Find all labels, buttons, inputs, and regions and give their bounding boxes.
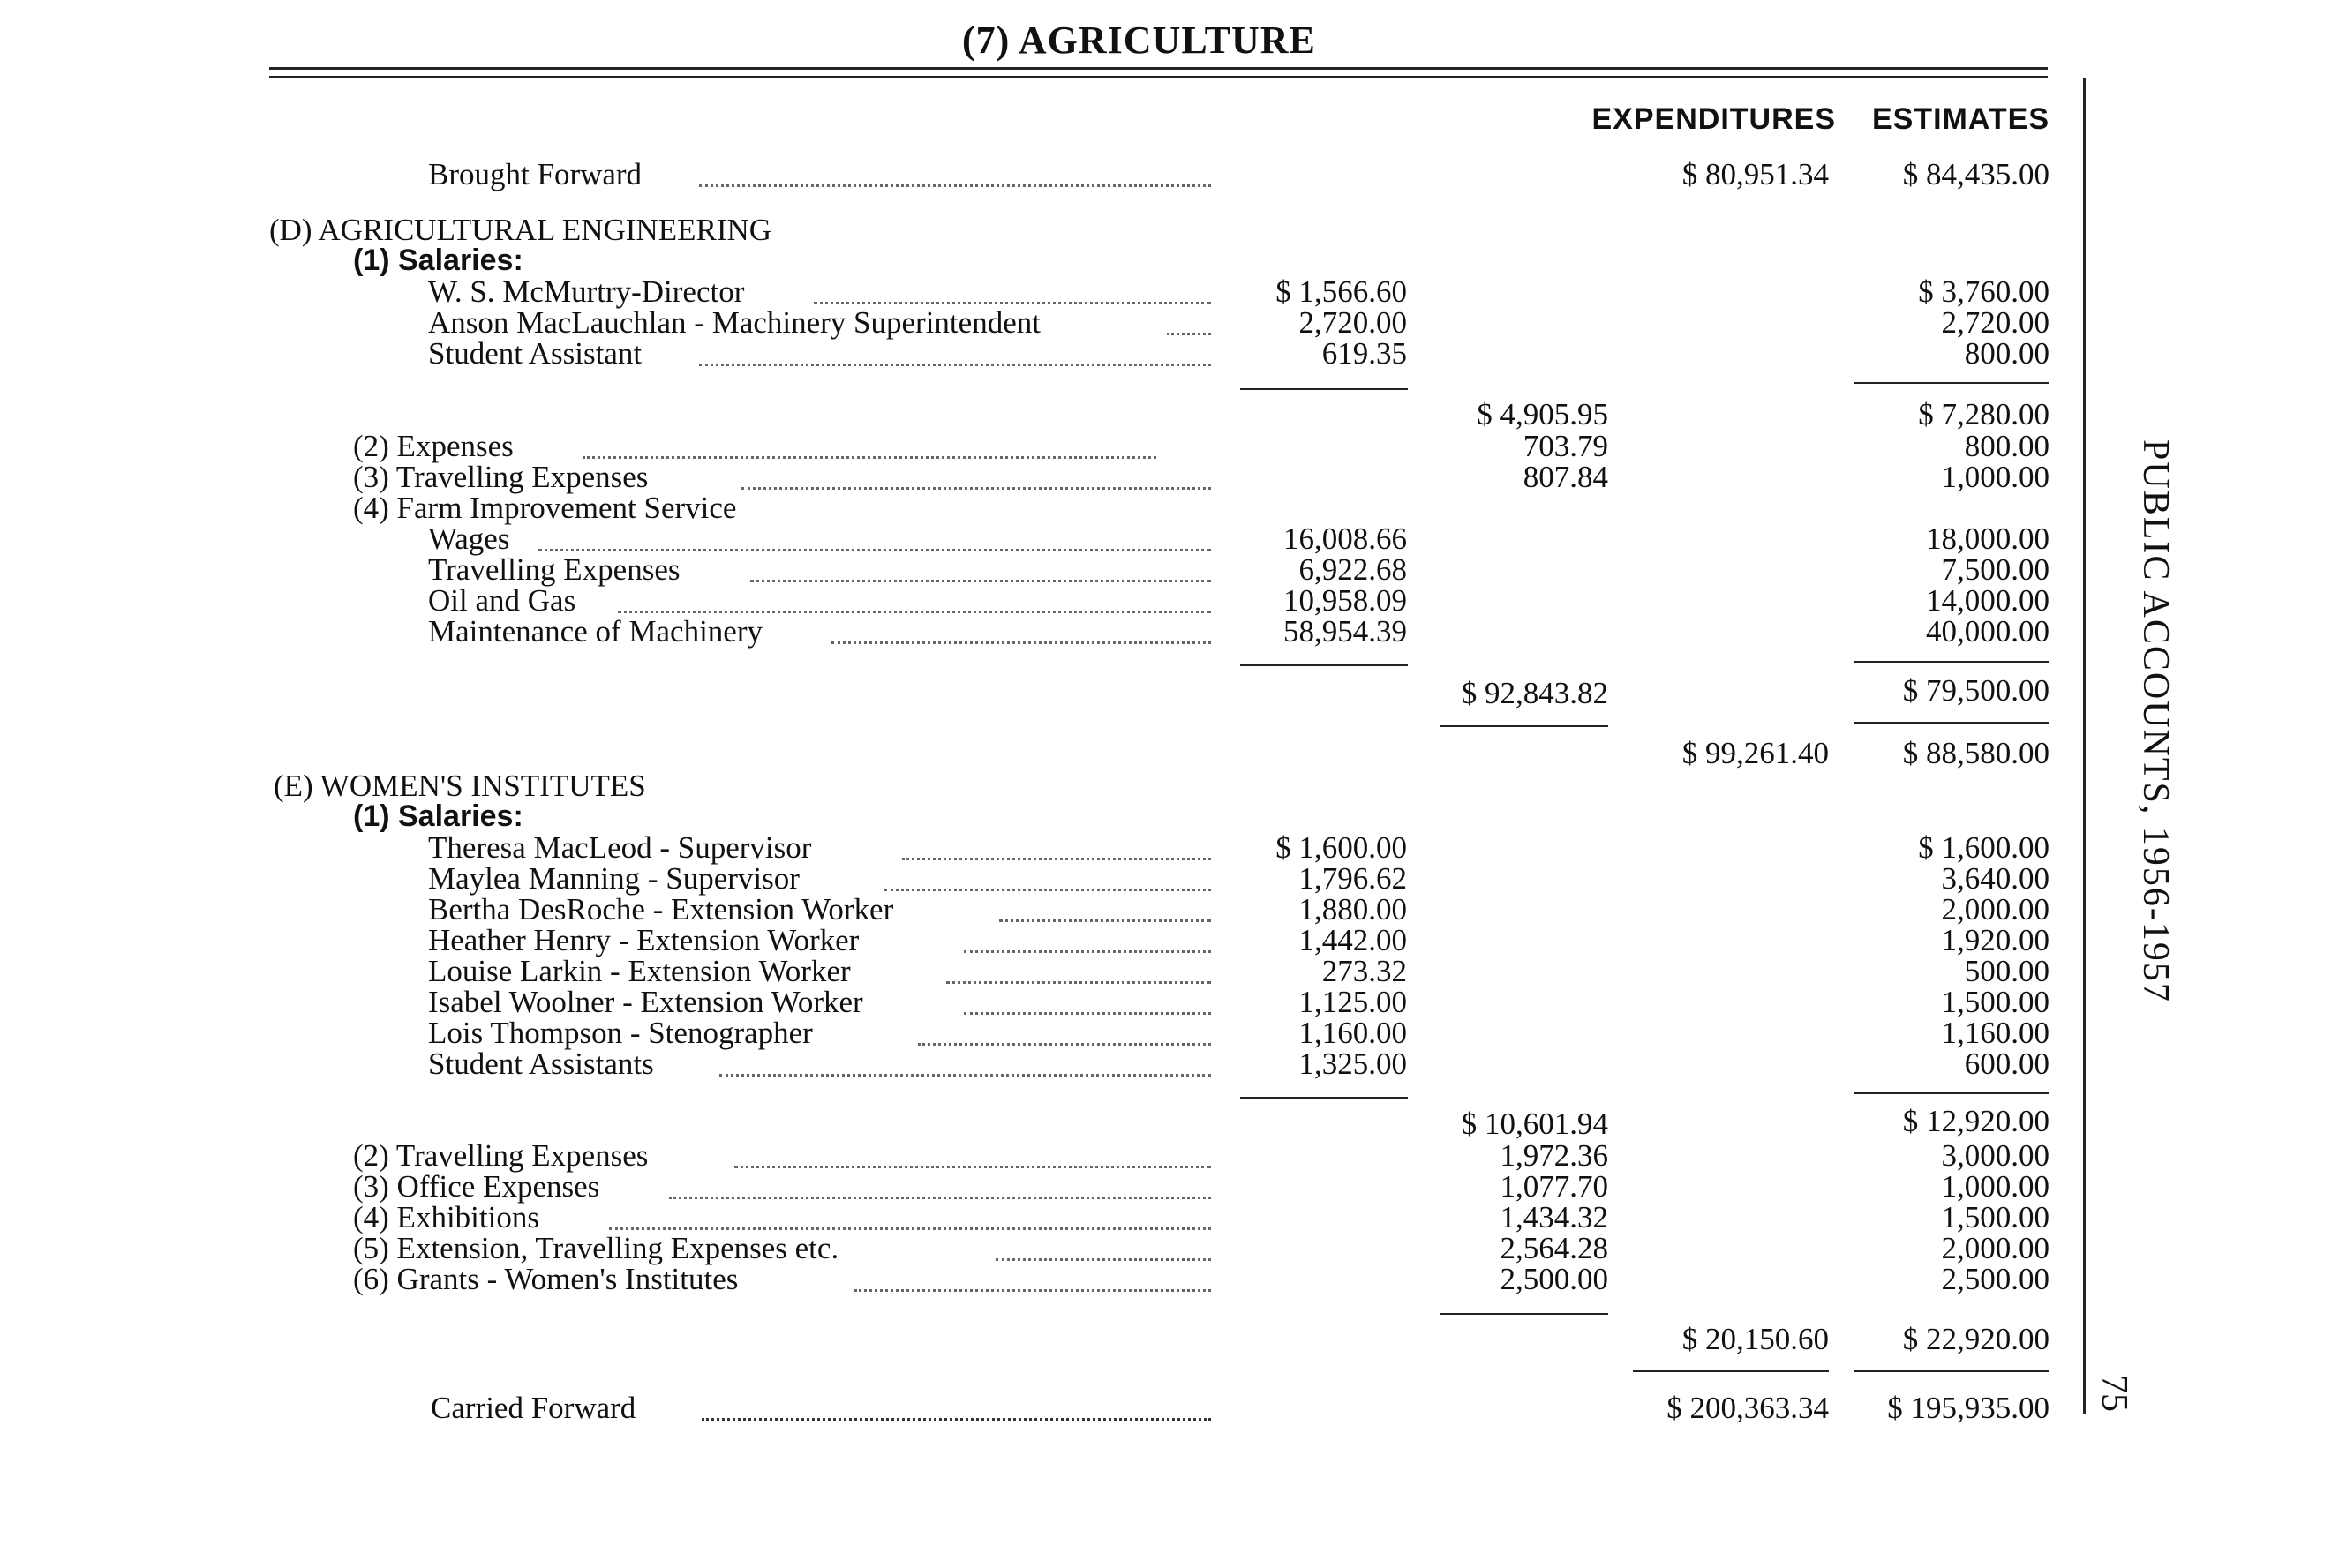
line-item-amount: 16,008.66 [1283,521,1407,556]
line-item-label: (3) Office Expenses [353,1169,600,1204]
line-item-estimate: 2,500.00 [1941,1262,2049,1296]
line-item-amount: $ 1,566.60 [1275,274,1407,309]
line-item-label: (4) Exhibitions [353,1200,539,1234]
line-item-amount: 58,954.39 [1283,614,1407,649]
line-item-estimate: $ 3,760.00 [1918,274,2049,309]
subtotal-rule [1854,722,2049,724]
carried-forward-label: Carried Forward [431,1391,636,1425]
leader-dots [884,886,1211,891]
line-item-estimate: 1,160.00 [1941,1016,2049,1050]
leader-dots [814,299,1211,304]
subtotal-rule [1854,661,2049,663]
line-item-estimate: 2,720.00 [1941,305,2049,340]
total-rule [1633,1370,1829,1372]
line-item-label: (2) Travelling Expenses [353,1138,649,1173]
title-rule-bottom [269,76,2048,78]
header-estimates: ESTIMATES [1871,102,2049,136]
page-title: (7) AGRICULTURE [962,19,1316,62]
leader-dots [854,1287,1211,1292]
line-item-label: Student Assistants [428,1047,654,1081]
line-item-label: Maintenance of Machinery [428,614,763,649]
line-item-amount: 1,125.00 [1298,985,1407,1019]
farm-subtotal-amount: $ 92,843.82 [1461,676,1608,710]
leader-dots [699,361,1211,366]
side-title: PUBLIC ACCOUNTS, 1956-1957 [2135,439,2176,1003]
line-item-label: Heather Henry - Extension Worker [428,923,860,957]
line-item-amount: 1,077.70 [1500,1169,1608,1204]
line-item-label: Student Assistant [428,336,643,371]
line-item-amount: 6,922.68 [1298,552,1407,587]
line-item-label: (3) Travelling Expenses [353,460,649,494]
leader-dots [946,979,1211,984]
line-item-estimate: 40,000.00 [1926,614,2049,649]
line-item-label: Lois Thompson - Stenographer [428,1016,813,1050]
line-item-amount: $ 1,600.00 [1275,830,1407,865]
farm-subtotal-estimate: $ 79,500.00 [1902,673,2049,708]
line-item-amount: 10,958.09 [1283,583,1407,618]
leader-dots [702,1415,1211,1421]
line-item-label: (2) Expenses [353,429,514,463]
line-item-estimate: 2,000.00 [1941,1231,2049,1265]
leader-dots [538,546,1211,551]
subtotal-rule [1854,1092,2049,1094]
section-e-total-estimate: $ 22,920.00 [1902,1322,2049,1356]
title-rule-top [269,67,2048,70]
brought-forward-label: Brought Forward [428,157,643,191]
leader-dots [999,917,1211,922]
subtotal-rule [1440,725,1608,727]
total-rule [1854,1370,2049,1372]
salaries-subtotal-estimate: $ 12,920.00 [1902,1104,2049,1138]
margin-rule [2083,78,2086,1414]
carried-forward-estimate: $ 195,935.00 [1887,1391,2049,1425]
line-item-label: Oil and Gas [428,583,576,618]
leader-dots [583,454,1156,459]
line-item-estimate: 1,000.00 [1941,1169,2049,1204]
leader-dots [902,855,1211,860]
line-item-amount: 1,880.00 [1298,892,1407,927]
line-item-estimate: 18,000.00 [1926,521,2049,556]
line-item-label: Louise Larkin - Extension Worker [428,954,851,988]
line-item-estimate: 1,000.00 [1941,460,2049,494]
leader-dots [618,608,1211,613]
line-item-label: (5) Extension, Travelling Expenses etc. [353,1231,839,1265]
line-item-amount: 1,325.00 [1298,1047,1407,1081]
line-item-estimate: 3,640.00 [1941,861,2049,896]
leader-dots [918,1040,1211,1046]
page-number: 75 [2094,1375,2134,1412]
line-item-estimate: 800.00 [1964,429,2049,463]
brought-forward-estimate: $ 84,435.00 [1902,157,2049,191]
leader-dots [734,1163,1211,1168]
line-item-amount: 2,500.00 [1500,1262,1608,1296]
section-d-heading: (D) AGRICULTURAL ENGINEERING [269,213,772,247]
line-item-label: Theresa MacLeod - Supervisor [428,830,812,865]
leader-dots [699,182,1211,187]
leader-dots [741,484,1211,490]
line-item-amount: 807.84 [1523,460,1608,494]
header-expenditures: EXPENDITURES [1591,102,1836,136]
leader-dots [609,1225,1211,1230]
line-item-estimate: 800.00 [1964,336,2049,371]
section-e-heading: (E) WOMEN'S INSTITUTES [274,769,646,803]
section-d-salaries-heading: (1) Salaries: [353,244,523,277]
line-item-estimate: 7,500.00 [1941,552,2049,587]
salaries-subtotal-estimate: $ 7,280.00 [1918,397,2049,431]
subtotal-rule [1240,388,1408,390]
line-item-amount: 2,720.00 [1298,305,1407,340]
subtotal-rule [1240,664,1408,666]
line-item-label: (6) Grants - Women's Institutes [353,1262,739,1296]
subtotal-rule [1240,1097,1408,1099]
leader-dots [996,1256,1211,1261]
line-item-estimate: 1,920.00 [1941,923,2049,957]
section-d-total-expenditure: $ 99,261.40 [1681,736,1829,770]
salaries-subtotal-amount: $ 10,601.94 [1461,1107,1608,1141]
leader-dots [750,577,1211,582]
line-item-label: Anson MacLauchlan - Machinery Superintendent [428,305,1041,340]
subtotal-rule [1854,382,2049,384]
line-item-label: Travelling Expenses [428,552,681,587]
line-item-estimate: 3,000.00 [1941,1138,2049,1173]
section-e-total-expenditure: $ 20,150.60 [1681,1322,1829,1356]
line-item-estimate: 14,000.00 [1926,583,2049,618]
line-item-estimate: 500.00 [1964,954,2049,988]
line-item-label: Bertha DesRoche - Extension Worker [428,892,894,927]
line-item-amount: 1,160.00 [1298,1016,1407,1050]
line-item-amount: 703.79 [1523,429,1608,463]
line-item-amount: 273.32 [1321,954,1407,988]
line-item-amount: 1,972.36 [1500,1138,1608,1173]
line-item-label: Wages [428,521,510,556]
carried-forward-expenditure: $ 200,363.34 [1666,1391,1829,1425]
line-item-amount: 1,796.62 [1298,861,1407,896]
leader-dots [669,1194,1211,1199]
brought-forward-expenditure: $ 80,951.34 [1681,157,1829,191]
leader-dots [1167,330,1211,335]
line-item-amount: 2,564.28 [1500,1231,1608,1265]
leader-dots [964,1009,1211,1015]
line-item-estimate: 600.00 [1964,1047,2049,1081]
section-d-total-estimate: $ 88,580.00 [1902,736,2049,770]
subtotal-rule [1440,1313,1608,1315]
line-item-estimate: 2,000.00 [1941,892,2049,927]
line-item-label: Maylea Manning - Supervisor [428,861,800,896]
leader-dots [964,948,1211,953]
line-item-estimate: $ 1,600.00 [1918,830,2049,865]
line-item-amount: 1,434.32 [1500,1200,1608,1234]
line-item-amount: 1,442.00 [1298,923,1407,957]
leader-dots [719,1071,1211,1077]
line-item-amount: 619.35 [1321,336,1407,371]
salaries-subtotal-amount: $ 4,905.95 [1477,397,1608,431]
line-item-estimate: 1,500.00 [1941,1200,2049,1234]
line-item-label: W. S. McMurtry-Director [428,274,745,309]
leader-dots [831,639,1211,644]
line-item-label: Isabel Woolner - Extension Worker [428,985,863,1019]
line-item-estimate: 1,500.00 [1941,985,2049,1019]
farm-service-heading: (4) Farm Improvement Service [353,491,737,525]
section-e-salaries-heading: (1) Salaries: [353,799,523,833]
